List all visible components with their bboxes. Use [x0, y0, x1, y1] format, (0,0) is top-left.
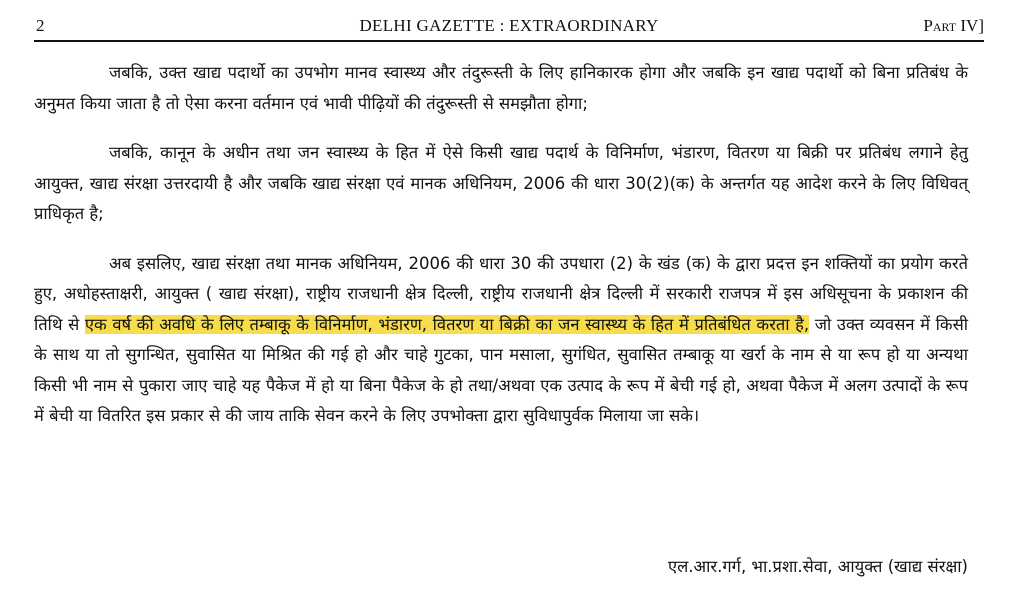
order-text-details: जो उक्त व्यवसन में किसी के साथ या तो सुगन्धित, सुवासित या मिश्रित की गई हो और चाहे गुटका, पान मसाला, सुगंधित, सुवासित तम्बाकू या खर्रा के नाम से या रूप हो या अन्यथा किसी भी नाम से पुकारा जाए चाहे यह पैकेज में हो या बिना पैकेज के हो तथा/अथवा एक उत्पाद के रूप में बेची गई हो, अथवा पैकेज में अलग उत्पादों के रूप में बेची या वितरित इस प्रकार से की जाय ताकि सेवन करने के लिए उपभोक्ता द्वारा सुविधापुर्वक मिलाया जा सके। [34, 314, 968, 425]
part-label: Part IV] [923, 16, 984, 35]
signature-line: एल.आर.गर्ग, भा.प्रशा.सेवा, आयुक्त (खाद्य संरक्षा) [667, 557, 968, 576]
paragraph-whereas-health: जबकि, उक्त खाद्य पदार्थो का उपभोग मानव स्वास्थ्य और तंदुरूस्ती के लिए हानिकारक होगा और जबकि इन खाद्य पदार्थो को बिना प्रतिबंध के अनुमत किया जाता है तो ऐसा करना वर्तमान एवं भावी पीढ़ियों की तंदुरूस्ती से समझौता होगा; [34, 63, 968, 113]
paragraph-order [34, 249, 968, 432]
highlighted-prohibition: एक वर्ष की अवधि के लिए तम्बाकू के विनिर्माण, भंडारण, वितरण या बिक्री का जन स्वास्थ्य के हित में प्रतिबंधित करता है, [84, 314, 810, 334]
paragraph-whereas-authority: जबकि, कानून के अधीन तथा जन स्वास्थ्य के हित में ऐसे किसी खाद्य पदार्थ के विनिर्माण, भंडारण, वितरण या बिक्री पर प्रतिबंध लगाने हेतु आयुक्त, खाद्य संरक्षा उत्तरदायी है और जबकि खाद्य संरक्षा एवं मानक अधिनियम, 2006 की धारा 30(2)(क) के अन्तर्गत यह आदेश करने के लिए विधिवत् प्राधिकृत है; [34, 143, 968, 223]
gazette-title: DELHI GAZETTE : EXTRAORDINARY [359, 16, 659, 35]
page-number: 2 [36, 16, 45, 35]
order-text-intro: अब इसलिए, खाद्य संरक्षा तथा मानक अधिनियम, 2006 की धारा 30 की उपधारा (2) के खंड (क) के द्वारा प्रदत्त इन शक्तियों का प्रयोग करते हुए, अधोहस्ताक्षरी, आयुक्त ( खाद्य संरक्षा), राष्ट्रीय राजधानी क्षेत्र दिल्ली, राष्ट्रीय राजधानी क्षेत्र दिल्ली में सरकारी राजपत्र में इस अधिसूचना के प्रकाशन की तिथि से [34, 253, 968, 334]
gazette-header [34, 14, 984, 42]
notification-body [34, 58, 968, 451]
